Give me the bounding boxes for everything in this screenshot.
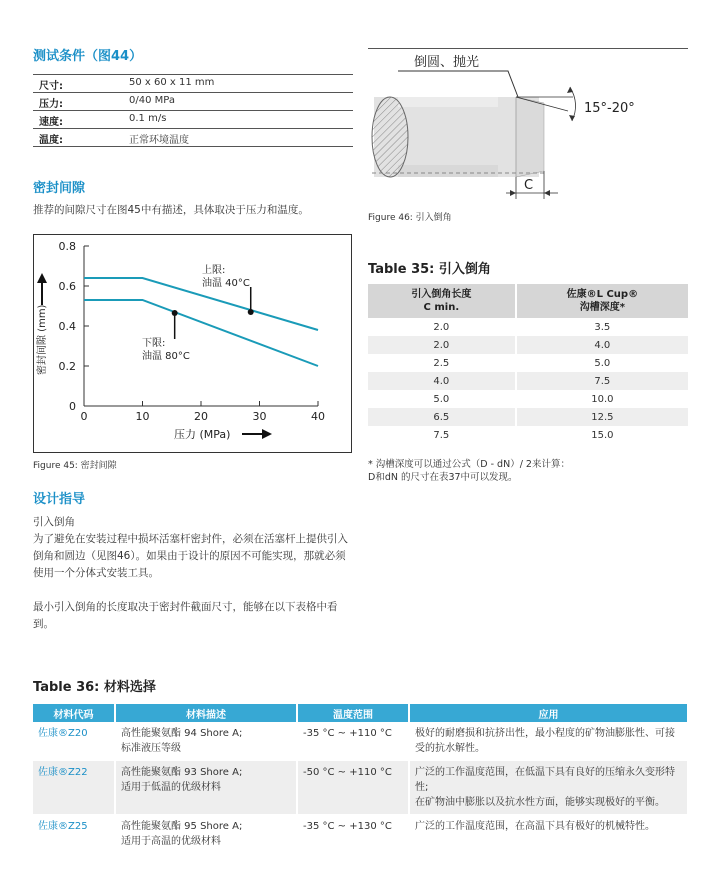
angle-label: 15°-20°	[584, 101, 635, 116]
material-desc-cell: 高性能聚氨酯 94 Shore A; 标准液压等级	[115, 722, 297, 761]
table35-note-line2: D和dN 的尺寸在表37中可以发现。	[368, 472, 518, 483]
column-header: 材料描述	[115, 704, 297, 722]
table-row	[33, 722, 687, 761]
table-row	[368, 372, 688, 390]
c-label: C	[524, 178, 534, 193]
chamfer-length-cell: 5.0	[368, 390, 516, 408]
test-condition-key: 压力:	[39, 99, 63, 110]
material-app-cell: 极好的耐磨损和抗挤出性，最小程度的矿物油膨胀性、可接受的抗水解性。	[409, 722, 687, 761]
y-axis-arrowhead	[37, 273, 47, 283]
test-condition-value: 50 x 60 x 11 mm	[129, 77, 215, 88]
design-guide-body	[33, 514, 353, 633]
seal-gap-heading: 密封间隙	[33, 181, 86, 196]
table-row	[368, 408, 688, 426]
groove-depth-cell: 15.0	[591, 429, 614, 441]
upper-limit-label: 上限:	[202, 265, 226, 276]
chamfer-length-cell: 2.0	[368, 336, 516, 354]
chamfer-length-cell: 7.5	[368, 426, 516, 444]
x-tick-label: 10	[135, 410, 150, 423]
table-row	[368, 390, 688, 408]
table-row	[368, 336, 688, 354]
table-row	[368, 426, 688, 444]
x-axis-arrowhead	[262, 429, 272, 439]
lower-limit-line	[84, 300, 318, 366]
t35-col2-header: 佐康®L Cup® 沟槽深度*	[516, 284, 688, 318]
test-condition-row	[33, 92, 353, 111]
chamfer-drawing	[368, 49, 688, 209]
chamfer-length-cell: 2.0	[368, 318, 516, 336]
chamfer-length-cell: 6.5	[368, 408, 516, 426]
y-tick-label: 0.4	[58, 320, 76, 333]
y-tick-label: 0.6	[58, 280, 76, 293]
table36-title: Table 36: 材料选择	[33, 680, 156, 695]
table-row	[368, 354, 688, 372]
lower-limit-label: 下限:	[142, 338, 166, 349]
upper-limit-temp-label: 油温 40°C	[202, 278, 250, 289]
test-condition-key: 温度:	[39, 135, 63, 146]
y-tick-label: 0.8	[58, 240, 76, 253]
test-condition-value: 0.1 m/s	[129, 113, 167, 124]
test-conditions-heading: 测试条件（图44）	[33, 49, 143, 64]
figure45-caption: Figure 45: 密封间隙	[33, 461, 117, 471]
groove-depth-cell: 3.5	[594, 321, 611, 333]
material-code-cell: 佐康®Z22	[33, 761, 115, 815]
groove-depth-cell: 12.5	[516, 408, 688, 426]
material-desc-cell: 高性能聚氨酯 93 Shore A; 适用于低温的优级材料	[115, 761, 297, 815]
material-temp-cell: -50 °C ~ +110 °C	[297, 761, 409, 815]
t35-col1-header: 引入倒角长度 C min.	[368, 284, 516, 318]
design-guide-para2: 最小引入倒角的长度取决于密封件截面尺寸，能够在以下表格中看到。	[33, 601, 338, 630]
groove-depth-cell: 4.0	[516, 336, 688, 354]
tc-divider-top	[33, 56, 353, 75]
column-header: 材料代码	[33, 704, 115, 722]
table-row	[368, 318, 688, 336]
test-condition-value: 0/40 MPa	[129, 95, 175, 106]
chamfer-length-cell: 2.5	[368, 354, 516, 372]
material-table	[33, 704, 687, 854]
groove-depth-cell: 10.0	[591, 393, 614, 405]
material-app-cell: 广泛的工作温度范围，在低温下具有良好的压缩永久变形特性; 在矿物油中膨胀以及抗水性方面，能够实现极好的平衡。	[409, 761, 687, 815]
groove-depth-cell: 5.0	[594, 357, 611, 369]
table-row	[33, 761, 687, 815]
test-condition-row	[33, 128, 353, 147]
chamfer-length-cell: 4.0	[368, 372, 516, 390]
seal-gap-text: 推荐的间隙尺寸在图45中有描述，具体取决于压力和温度。	[33, 204, 309, 216]
test-condition-key: 尺寸:	[39, 81, 63, 92]
test-condition-key: 速度:	[39, 117, 63, 128]
test-condition-row	[33, 74, 353, 93]
material-app-cell: 广泛的工作温度范围，在高温下具有极好的机械特性。	[409, 815, 687, 854]
design-guide-subheading: 引入倒角	[33, 516, 75, 528]
material-code-cell: 佐康®Z20	[33, 722, 115, 761]
seal-gap-chart	[34, 235, 351, 452]
x-tick-label: 40	[311, 410, 325, 423]
y-tick-label: 0.2	[58, 360, 76, 373]
x-tick-label: 20	[194, 410, 208, 423]
design-guide-heading: 设计指导	[33, 492, 86, 507]
figure45-frame	[33, 234, 352, 453]
table-row	[33, 815, 687, 854]
material-temp-cell: -35 °C ~ +130 °C	[297, 815, 409, 854]
lead-in-chamfer-table	[368, 284, 688, 444]
table35-title: Table 35: 引入倒角	[368, 262, 491, 277]
table35-note	[368, 458, 570, 484]
y-axis-label: 密封间隙 (mm)	[37, 304, 48, 375]
test-condition-value: 正常环境温度	[129, 135, 189, 146]
figure46-caption: Figure 46: 引入倒角	[368, 213, 452, 223]
lower-limit-temp-label: 油温 80°C	[142, 351, 190, 362]
section-hatch	[372, 97, 408, 177]
chamfer-end	[516, 97, 544, 177]
column-header: 温度范围	[297, 704, 409, 722]
test-condition-row	[33, 110, 353, 129]
figure46-frame	[368, 48, 688, 205]
material-temp-cell: -35 °C ~ +110 °C	[297, 722, 409, 761]
design-guide-para1: 为了避免在安装过程中损坏活塞杆密封件，必须在活塞杆上提供引入倒角和圆边（见图46）。如果由于设计的原因不可能实现，那就必须使用一个分体式安装工具。	[33, 533, 348, 579]
x-tick-label: 30	[252, 410, 267, 423]
material-desc-cell: 高性能聚氨酯 95 Shore A; 适用于高温的优级材料	[115, 815, 297, 854]
y-tick-label: 0	[69, 400, 76, 413]
x-axis-label: 压力 (MPa)	[174, 428, 231, 441]
groove-depth-cell: 7.5	[516, 372, 688, 390]
column-header: 应用	[409, 704, 687, 722]
table35-note-line1: * 沟槽深度可以通过公式（D - dN）/ 2来计算：	[368, 459, 570, 470]
x-tick-label: 0	[80, 410, 88, 423]
material-code-cell: 佐康®Z25	[33, 815, 115, 854]
polish-label: 倒圆、抛光	[414, 55, 480, 70]
